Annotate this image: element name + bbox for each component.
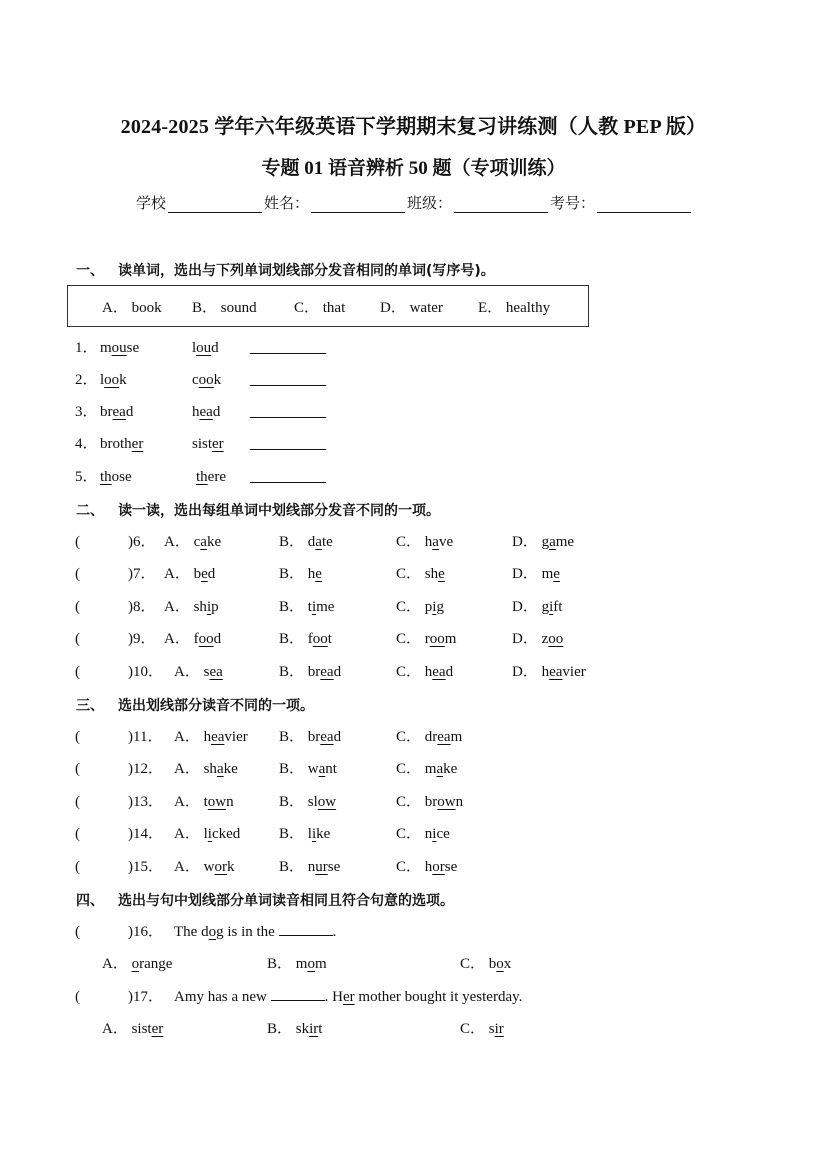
- option-word: mom: [295, 956, 327, 972]
- underlined-sound: ea: [437, 729, 451, 745]
- answer-paren[interactable]: (: [75, 989, 80, 1005]
- option[interactable]: [460, 953, 511, 975]
- option-letter: A．: [174, 664, 204, 680]
- option[interactable]: [460, 1018, 504, 1040]
- option-letter: A．: [174, 794, 204, 810]
- underlined-sound: i: [432, 599, 437, 615]
- section-number: 三、: [76, 698, 104, 714]
- class-label: 班级：: [407, 194, 453, 212]
- option[interactable]: [174, 758, 238, 780]
- option-word: make: [424, 761, 458, 777]
- option-letter: C．: [460, 956, 489, 972]
- option[interactable]: [512, 531, 574, 553]
- option-letter: A．: [164, 566, 194, 582]
- question-number: )15．: [128, 859, 163, 875]
- option[interactable]: [396, 596, 444, 618]
- option-letter: D．: [512, 664, 542, 680]
- question-number: )17．: [128, 989, 163, 1005]
- option[interactable]: [102, 1018, 163, 1040]
- option[interactable]: [174, 661, 223, 683]
- option-letter: C．: [396, 664, 425, 680]
- word-bank-option: D． water: [380, 299, 443, 316]
- fill-blank[interactable]: [271, 986, 325, 1001]
- option[interactable]: [396, 628, 456, 650]
- answer-paren[interactable]: (: [75, 599, 80, 615]
- option-word: ship: [193, 599, 219, 615]
- option-word: town: [203, 794, 234, 810]
- underlined-sound: o: [208, 924, 217, 940]
- option-letter: C．: [396, 794, 425, 810]
- option-letter: B．: [279, 859, 308, 875]
- option-letter: B．: [279, 534, 308, 550]
- underlined-sound: er: [212, 436, 224, 452]
- underlined-sound: ea: [320, 664, 334, 680]
- option-word: she: [424, 566, 445, 582]
- underlined-sound: ea: [199, 404, 213, 420]
- option-word: like: [307, 826, 331, 842]
- word-1: those: [100, 469, 132, 485]
- underlined-sound: oo: [548, 631, 564, 647]
- answer-paren[interactable]: (: [75, 794, 80, 810]
- school-label: 学校: [136, 194, 167, 212]
- option-letter: C．: [396, 729, 425, 745]
- underlined-sound: oo: [198, 372, 214, 388]
- underlined-sound: a: [315, 534, 322, 550]
- option-word: heavier: [541, 664, 586, 680]
- underlined-sound: a: [216, 761, 224, 777]
- underlined-sound: ur: [315, 859, 328, 875]
- option-letter: B．: [267, 1021, 296, 1037]
- name-field[interactable]: [311, 196, 405, 213]
- word-bank-option: E． healthy: [478, 299, 551, 316]
- underlined-sound: a: [200, 534, 207, 550]
- underlined-sound: ow: [437, 794, 456, 810]
- option-word: gift: [541, 599, 563, 615]
- question-sentence: The dog is in the .: [174, 921, 336, 943]
- option[interactable]: [174, 791, 234, 813]
- option[interactable]: [174, 823, 240, 845]
- underlined-sound: ea: [320, 729, 334, 745]
- option[interactable]: [396, 661, 453, 683]
- option[interactable]: [396, 563, 445, 585]
- question-number: )11．: [128, 729, 163, 745]
- name-label: 姓名：: [264, 194, 310, 212]
- option-word: have: [424, 534, 454, 550]
- word-bank-option: C． that: [294, 299, 346, 316]
- answer-blank[interactable]: [250, 371, 326, 386]
- option-letter: A．: [174, 859, 204, 875]
- underlined-sound: o: [496, 956, 504, 972]
- underlined-sound: er: [343, 989, 355, 1005]
- underlined-sound: or: [432, 859, 445, 875]
- option-letter: B．: [279, 566, 308, 582]
- option-word: nurse: [307, 859, 341, 875]
- option[interactable]: [512, 661, 586, 683]
- option[interactable]: [102, 953, 172, 975]
- underlined-sound: i: [432, 826, 437, 842]
- option-letter: D．: [512, 599, 542, 615]
- word-1: brother: [100, 436, 144, 452]
- question-number: )9．: [128, 631, 156, 647]
- option-letter: C．: [396, 599, 425, 615]
- fill-blank[interactable]: [279, 921, 333, 936]
- option[interactable]: [279, 856, 340, 878]
- word-2: loud: [192, 340, 219, 356]
- section-instruction: 选出划线部分读音不同的一项。: [118, 698, 314, 714]
- option-letter: A．: [174, 729, 204, 745]
- option-letter: B．: [279, 631, 308, 647]
- option[interactable]: [164, 628, 221, 650]
- section-3-heading: [76, 695, 314, 715]
- option[interactable]: [279, 791, 336, 813]
- underlined-sound: o: [307, 956, 315, 972]
- option-word: heavier: [203, 729, 248, 745]
- underlined-sound: ea: [209, 664, 223, 680]
- underlined-sound: i: [311, 599, 317, 615]
- option-letter: A．: [174, 826, 204, 842]
- option[interactable]: [279, 661, 341, 683]
- underlined-sound: e: [553, 566, 560, 582]
- answer-blank[interactable]: [250, 339, 326, 354]
- option[interactable]: [279, 823, 330, 845]
- answer-blank[interactable]: [250, 468, 326, 483]
- option-word: skirt: [295, 1021, 323, 1037]
- option-word: bread: [307, 664, 342, 680]
- option-letter: B．: [279, 664, 308, 680]
- option-letter: B．: [279, 761, 308, 777]
- section-instruction: 读单词，选出与下列单词划线部分发音相同的单词(写序号)。: [118, 263, 495, 279]
- question-sentence: Amy has a new . Her mother bought it yesterday.: [174, 986, 522, 1008]
- item-number: 1．: [75, 340, 98, 356]
- answer-paren[interactable]: (: [75, 664, 80, 680]
- option-word: foot: [307, 631, 332, 647]
- answer-paren[interactable]: (: [75, 859, 80, 875]
- word-1: look: [100, 372, 127, 388]
- option-word: sister: [131, 1021, 164, 1037]
- option-word: sir: [488, 1021, 504, 1037]
- section-number: 二、: [76, 503, 104, 519]
- option-word: brown: [424, 794, 464, 810]
- student-info-fields: [136, 192, 693, 213]
- option-letter: A．: [102, 1021, 132, 1037]
- exam-number-field[interactable]: [597, 196, 691, 213]
- option[interactable]: [396, 791, 463, 813]
- underlined-sound: o: [131, 956, 140, 972]
- option[interactable]: [396, 758, 457, 780]
- underlined-sound: ow: [317, 794, 337, 810]
- option-letter: A．: [164, 631, 194, 647]
- option-letter: A．: [164, 599, 194, 615]
- option[interactable]: [396, 823, 450, 845]
- option-letter: A．: [102, 956, 132, 972]
- answer-blank[interactable]: [250, 403, 326, 418]
- word-2: sister: [192, 436, 224, 452]
- underlined-sound: ou: [196, 340, 212, 356]
- option-word: cake: [193, 534, 222, 550]
- question-number: )14．: [128, 826, 163, 842]
- underlined-sound: a: [432, 534, 439, 550]
- word-1: bread: [100, 404, 134, 420]
- option-letter: C．: [396, 534, 425, 550]
- option[interactable]: [279, 563, 322, 585]
- option-word: food: [193, 631, 222, 647]
- word-2: there: [196, 469, 226, 485]
- class-field[interactable]: [454, 196, 548, 213]
- option-letter: D．: [512, 566, 542, 582]
- option[interactable]: [174, 856, 234, 878]
- underlined-sound: th: [196, 469, 208, 485]
- option-word: horse: [424, 859, 458, 875]
- option-letter: B．: [279, 729, 308, 745]
- option-word: date: [307, 534, 333, 550]
- option-word: he: [307, 566, 322, 582]
- answer-paren[interactable]: (: [75, 566, 80, 582]
- answer-blank[interactable]: [250, 435, 326, 450]
- question-number: )16．: [128, 924, 163, 940]
- option-letter: A．: [164, 534, 194, 550]
- item-number: 4．: [75, 436, 98, 452]
- option-word: bed: [193, 566, 216, 582]
- underlined-sound: ea: [432, 664, 446, 680]
- question-number: )13．: [128, 794, 163, 810]
- option[interactable]: [396, 856, 457, 878]
- underlined-sound: ou: [111, 340, 127, 356]
- underlined-sound: ir: [494, 1021, 504, 1037]
- option[interactable]: [174, 726, 248, 748]
- option-word: nice: [424, 826, 450, 842]
- option-letter: B．: [279, 599, 308, 615]
- option-word: work: [203, 859, 235, 875]
- option[interactable]: [267, 953, 327, 975]
- underlined-sound: th: [100, 469, 112, 485]
- option-word: head: [424, 664, 454, 680]
- option[interactable]: [512, 596, 562, 618]
- option[interactable]: [267, 1018, 322, 1040]
- option-letter: D．: [512, 631, 542, 647]
- underlined-sound: oo: [429, 631, 445, 647]
- option-letter: C．: [396, 566, 425, 582]
- word-1: mouse: [100, 340, 140, 356]
- word-bank-option: A． book: [102, 299, 162, 316]
- option-word: box: [488, 956, 512, 972]
- underlined-sound: e: [315, 566, 322, 582]
- option[interactable]: [164, 563, 215, 585]
- option-word: orange: [131, 956, 173, 972]
- option-word: room: [424, 631, 457, 647]
- option[interactable]: [396, 726, 462, 748]
- underlined-sound: or: [214, 859, 227, 875]
- option[interactable]: [164, 531, 221, 553]
- section-1-heading: [76, 260, 495, 280]
- option-word: time: [307, 599, 335, 615]
- option-letter: B．: [279, 826, 308, 842]
- answer-paren[interactable]: (: [75, 761, 80, 777]
- option-letter: C．: [396, 826, 425, 842]
- section-number: 一、: [76, 263, 104, 279]
- underlined-sound: ea: [112, 404, 126, 420]
- section-instruction: 读一读，选出每组单词中划线部分发音不同的一项。: [118, 503, 440, 519]
- underlined-sound: ow: [207, 794, 227, 810]
- underlined-sound: ir: [309, 1021, 319, 1037]
- option-word: licked: [203, 826, 241, 842]
- word-2: cook: [192, 372, 222, 388]
- section-2-heading: [76, 500, 440, 520]
- option-word: dream: [424, 729, 463, 745]
- option-letter: B．: [279, 794, 308, 810]
- option[interactable]: [512, 563, 560, 585]
- underlined-sound: er: [131, 436, 144, 452]
- answer-paren[interactable]: (: [75, 534, 80, 550]
- section-instruction: 选出与句中划线部分单词读音相同且符合句意的选项。: [118, 893, 454, 909]
- word-2: head: [192, 404, 221, 420]
- question-number: )10．: [128, 664, 163, 680]
- answer-paren[interactable]: (: [75, 826, 80, 842]
- underlined-sound: er: [151, 1021, 164, 1037]
- option-letter: C．: [396, 859, 425, 875]
- underlined-sound: a: [318, 761, 326, 777]
- answer-paren[interactable]: (: [75, 729, 80, 745]
- underlined-sound: e: [201, 566, 208, 582]
- option[interactable]: [279, 531, 333, 553]
- option-word: sea: [203, 664, 223, 680]
- option-word: slow: [307, 794, 337, 810]
- option-word: want: [307, 761, 337, 777]
- underlined-sound: a: [436, 761, 444, 777]
- question-number: )8．: [128, 599, 156, 615]
- option[interactable]: [512, 628, 563, 650]
- option-word: bread: [307, 729, 342, 745]
- answer-paren[interactable]: (: [75, 924, 80, 940]
- section-4-heading: [76, 890, 454, 910]
- option[interactable]: [396, 531, 453, 553]
- page-title: 2024-2025 学年六年级英语下学期期末复习讲练测（人教 PEP 版）: [120, 116, 707, 138]
- option[interactable]: [279, 726, 341, 748]
- underlined-sound: i: [311, 826, 317, 842]
- option-letter: D．: [512, 534, 542, 550]
- word-bank-box: [67, 285, 589, 327]
- option[interactable]: [279, 628, 332, 650]
- item-number: 3．: [75, 404, 98, 420]
- option-word: me: [541, 566, 560, 582]
- option[interactable]: [279, 758, 337, 780]
- page-subtitle: 专题 01 语音辨析 50 题（专项训练）: [261, 158, 566, 179]
- option-letter: A．: [174, 761, 204, 777]
- underlined-sound: ea: [549, 664, 563, 680]
- option-letter: B．: [267, 956, 296, 972]
- underlined-sound: i: [206, 599, 212, 615]
- option[interactable]: [164, 596, 219, 618]
- question-number: )6．: [128, 534, 156, 550]
- underlined-sound: e: [438, 566, 445, 582]
- option-letter: C．: [396, 631, 425, 647]
- exam-number-label: 考号：: [550, 194, 596, 212]
- option[interactable]: [279, 596, 334, 618]
- underlined-sound: oo: [198, 631, 214, 647]
- option-letter: C．: [460, 1021, 489, 1037]
- underlined-sound: a: [549, 534, 556, 550]
- answer-paren[interactable]: (: [75, 631, 80, 647]
- question-number: )7．: [128, 566, 156, 582]
- underlined-sound: ea: [211, 729, 225, 745]
- underlined-sound: i: [207, 826, 212, 842]
- question-number: )12．: [128, 761, 163, 777]
- school-field[interactable]: [168, 196, 262, 213]
- option-word: game: [541, 534, 575, 550]
- section-number: 四、: [76, 893, 104, 909]
- word-bank-option: B． sound: [192, 299, 257, 316]
- underlined-sound: oo: [312, 631, 328, 647]
- option-word: shake: [203, 761, 238, 777]
- item-number: 5．: [75, 469, 98, 485]
- option-word: zoo: [541, 631, 564, 647]
- option-word: pig: [424, 599, 444, 615]
- underlined-sound: oo: [104, 372, 120, 388]
- item-number: 2．: [75, 372, 98, 388]
- option-letter: C．: [396, 761, 425, 777]
- underlined-sound: i: [549, 599, 554, 615]
